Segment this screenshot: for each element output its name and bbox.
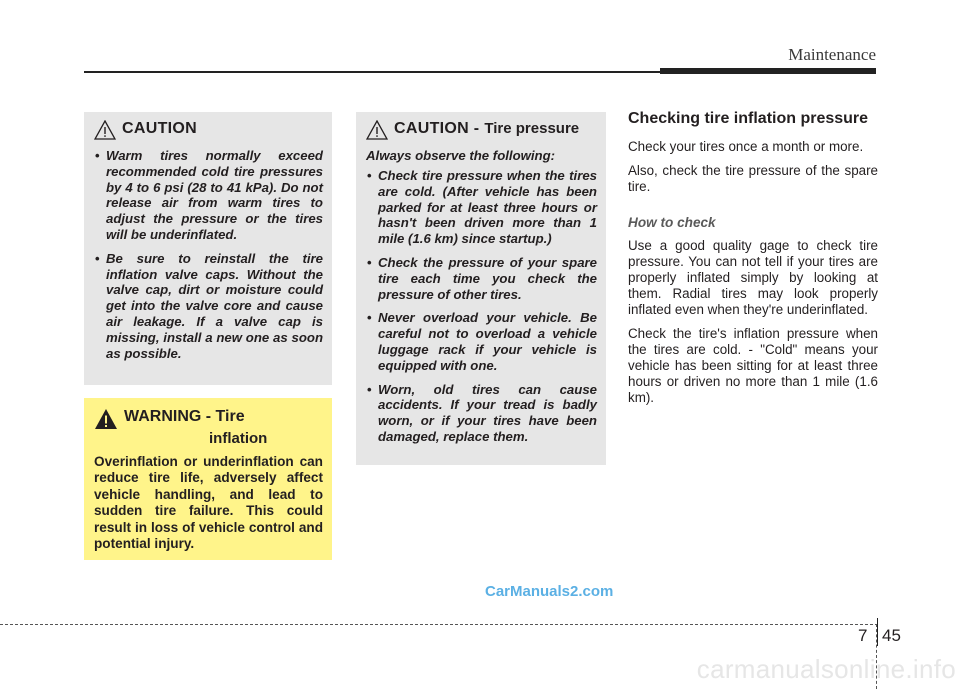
checking-paragraph: Check your tires once a month or more.: [628, 139, 864, 154]
caution-title: CAUTION: [122, 120, 197, 137]
warning-title: WARNING - Tire: [124, 408, 245, 425]
warning-header: [94, 408, 323, 430]
warning-title-cont: inflation: [209, 430, 268, 447]
warning-body: Overinflation or underinflation can reduce tire life, adversely affect vehicle handling, and lead to sudden tire failure. This could result in loss of vehicle control and potential injury.: [94, 454, 323, 552]
page-number: 45: [882, 626, 901, 645]
caution-pressure-list: [366, 168, 597, 445]
site-watermark: carmanualsonline.info: [696, 654, 956, 684]
header-rule: [84, 71, 664, 73]
warning-triangle-icon: [94, 408, 118, 430]
caution-list: [94, 148, 323, 361]
caution-pressure-header: [366, 120, 597, 140]
checking-paragraph: Use a good quality gage to check tire pressure. You can not tell if your tires are properly inflated simply by looking at them. Radial tires may look properly inflated even when they're underinflated.: [628, 238, 878, 317]
caution-pressure-subtitle: Tire pressure: [484, 120, 580, 137]
section-title: Maintenance: [788, 45, 876, 64]
caution-pressure-intro: Always observe the following:: [366, 148, 556, 163]
page-separator: [877, 618, 878, 646]
caution-pressure-item: • Never overload your vehicle. Be careful not to overload a vehicle luggage rack if your vehicle is equipped with one.: [366, 310, 597, 373]
caution-header: [94, 120, 323, 140]
caution-pressure-box: [356, 112, 606, 465]
caution-pressure-item: • Check the pressure of your spare tire each time you check the pressure of other tires.: [366, 255, 597, 302]
warning-triangle-icon: [94, 120, 116, 140]
header-rule-thick: [660, 68, 876, 74]
caution-pressure-item: • Worn, old tires can cause accidents. If your tread is badly worn, or if your tires have been damaged, replace them.: [366, 382, 597, 445]
checking-section: [628, 110, 878, 406]
watermark-link[interactable]: CarManuals2.com: [485, 583, 614, 600]
warning-triangle-icon: [366, 120, 388, 140]
caution-box: [84, 112, 332, 385]
footer-rule: [0, 624, 878, 625]
caution-pressure-item: • Check tire pressure when the tires are cold. (After vehicle has been parked for at least three hours or hasn't been driven more than 1 mile (1.6 km) since startup.): [366, 168, 597, 247]
checking-title: Checking tire inflation pressure: [628, 110, 869, 127]
caution-pressure-title: CAUTION -: [394, 120, 480, 137]
caution-item: • Be sure to reinstall the tire inflation valve caps. Without the valve cap, dirt or moisture could get into the valve core and cause air leakage. If a valve cap is missing, install a new one as soon as possible.: [94, 251, 323, 362]
how-to-check-title: How to check: [628, 215, 716, 230]
chapter-number: 7: [858, 626, 868, 645]
checking-paragraph: Check the tire's inflation pressure when the tires are cold. - "Cold" means your vehicle has been sitting for at least three hours or driven no more than 1 mile (1.6 km).: [628, 326, 878, 405]
warning-box: [84, 398, 332, 560]
caution-item: • Warm tires normally exceed recommended cold tire pressures by 4 to 6 psi (28 to 41 kPa). Do not release air from warm tires to adjust the pressure or the tires will be underinflated.: [94, 148, 323, 243]
checking-paragraph: Also, check the tire pressure of the spare tire.: [628, 163, 878, 194]
